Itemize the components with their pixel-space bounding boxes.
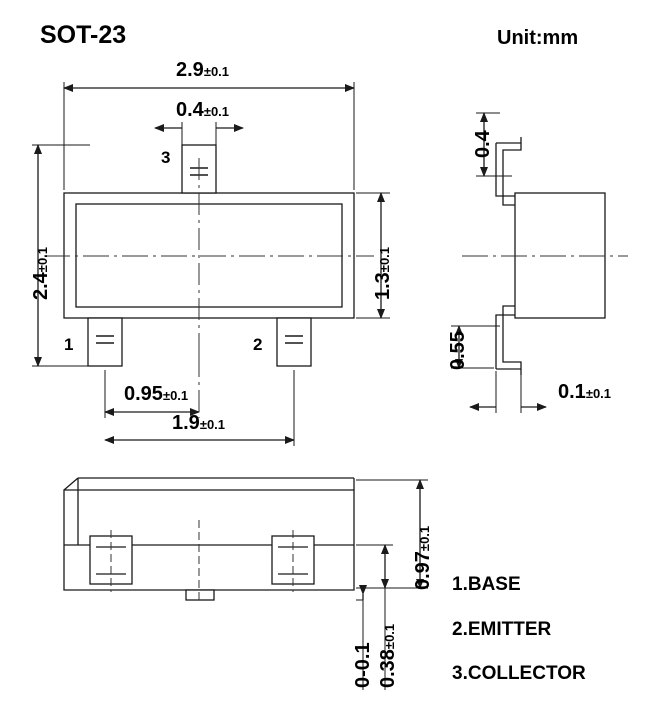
legend-item-collector: 3.COLLECTOR xyxy=(452,663,586,684)
pin-label-3: 3 xyxy=(161,148,171,167)
dim-side-top-lead: 0.4 xyxy=(472,130,494,158)
dim-body-height: 1.3±0.1 xyxy=(372,246,394,300)
pin-label-1: 1 xyxy=(64,335,74,354)
unit-note: Unit:mm xyxy=(497,27,579,49)
legend-item-base: 1.BASE xyxy=(452,574,521,595)
dim-height-total: 2.4±0.1 xyxy=(30,246,52,300)
legend-item-emitter: 2.EMITTER xyxy=(452,619,552,640)
dim-lead-width: 0.4±0.1 xyxy=(176,99,230,121)
dim-lead-thickness: 0.1±0.1 xyxy=(558,381,612,403)
pin-label-2: 2 xyxy=(253,335,263,354)
dim-body-thickness: 0.97±0.1 xyxy=(412,525,434,590)
dim-pitch-full: 1.9±0.1 xyxy=(172,412,226,434)
dim-width-total: 2.9±0.1 xyxy=(176,59,230,81)
dim-stand-off: 0.55 xyxy=(447,331,469,370)
dim-pitch-half: 0.95±0.1 xyxy=(124,383,189,405)
page-title: SOT-23 xyxy=(40,21,127,49)
dim-lead-length: 0.38±0.1 xyxy=(377,623,399,688)
dim-seating-plane: 0-0.1 xyxy=(352,642,374,688)
